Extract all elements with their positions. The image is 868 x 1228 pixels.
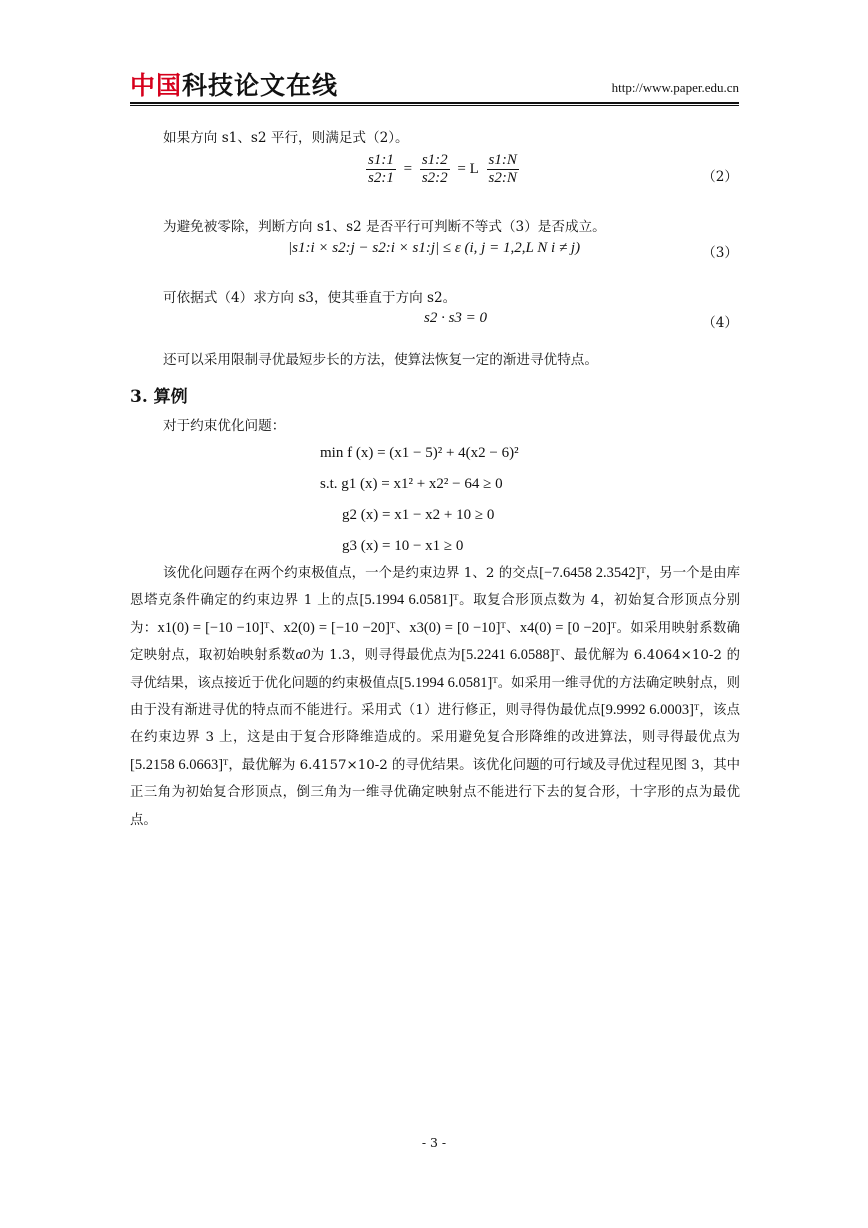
logo-red-text: 中国 (130, 71, 183, 100)
paragraph-step-limit: 还可以采用限制寻优最短步长的方法，使算法恢复一定的渐进寻优特点。 (163, 352, 598, 368)
vertex-1: x1(0) = [−10 −10]ᵀ (157, 619, 270, 636)
sep-1: 、 (269, 620, 284, 636)
optimization-problem (320, 438, 519, 562)
example-paragraph (130, 560, 740, 834)
equation-3-number: （3） (702, 245, 738, 261)
paragraph-perpendicular: 可依据式（4）求方向 s3，使其垂直于方向 s2。 (163, 290, 457, 306)
constraint-g1: s.t. g1 (x) = x1² + x2² − 64 ≥ 0 (320, 476, 503, 492)
improved-optimum: [5.2158 6.0663]ᵀ (130, 756, 229, 773)
eq2-den2: s2:2 (421, 170, 448, 186)
eq2-num1: s1:1 (368, 152, 394, 168)
equation-4: s2 · s3 = 0 (424, 310, 488, 326)
body-s4: 。如采用映射系数确定映射点，取初始映射系数 (130, 620, 741, 664)
eq2-num2: s1:2 (421, 152, 448, 168)
eq2-dots: L (469, 160, 479, 177)
body-s5: 为 1.3，则寻得最优点为 (310, 648, 462, 664)
constraint-g3: g3 (x) = 10 − x1 ≥ 0 (342, 538, 464, 554)
equation-2: $\frac{s1:1}{s2:1}$ = $\frac{s1:2}{s2:2}$ = L $\frac{s1:N}{s2:N}$ (368, 152, 517, 186)
body-s6: 、最优解为 6.4064×10-2 的寻优结果，该点接近于优化问题的约束极值点 (130, 648, 740, 691)
paragraph-problem-intro: 对于约束优化问题： (163, 418, 286, 434)
paragraph-divide: 为避免被零除，判断方向 s1、s2 是否平行可判断不等式（3）是否成立。 (163, 219, 606, 235)
site-logo (130, 72, 338, 100)
optimum-mapping: [5.2241 6.0588]ᵀ (461, 647, 560, 664)
section-heading (130, 382, 188, 407)
pseudo-optimum: [9.9992 6.0003]ᵀ (600, 702, 700, 719)
paragraph-parallel: 如果方向 s1、s2 平行，则满足式（2）。 (163, 130, 409, 146)
section-title: 算例 (153, 387, 188, 407)
equation-4-number: （4） (702, 315, 738, 331)
vertex-2: x2(0) = [−10 −20]ᵀ (283, 619, 396, 636)
header-rule (130, 102, 739, 104)
objective-function: min f (x) = (x1 − 5)² + 4(x2 − 6)² (320, 445, 519, 461)
alpha-symbol: α0 (295, 647, 311, 664)
header-rule-thin (130, 105, 739, 106)
constraint-g2: g2 (x) = x1 − x2 + 10 ≥ 0 (342, 507, 495, 523)
equation-3: |s1:i × s2:j − s2:i × s1:j| ≤ ε (i, j = 1,2,L N i ≠ j) (288, 240, 581, 256)
header-url[interactable]: http://www.paper.edu.cn (611, 80, 739, 95)
equation-2-number: （2） (702, 169, 738, 185)
body-s1: 该优化问题存在两个约束极值点，一个是约束边界 1、2 的交点 (163, 566, 540, 581)
section-number: 3. (130, 387, 148, 407)
point-intersection: [−7.6458 2.3542]ᵀ (539, 565, 646, 581)
eq2-den1: s2:1 (368, 170, 394, 186)
point-kkt: [5.1994 6.0581]ᵀ (359, 592, 459, 609)
logo-black-text: 科技论文在线 (182, 71, 339, 100)
body-s9: ，最优解为 6.4157×10-2 的寻优结果。该优化问题的可行域及寻优过程见图 3，其中正三角为初始复合形顶点，倒三角为一维寻优确定映射点不能进行下去的复合形，十字形的点为最优点。 (130, 757, 740, 828)
body-s8: ，该点在约束边界 3 上，这是由于复合形降维造成的。采用避免复合形降维的改进算法，则寻得最优点为 (130, 703, 740, 746)
page-number: - 3 - (421, 1135, 447, 1150)
body-s3: 。取复合形顶点数为 4，初始复合形顶点分别为： (130, 593, 740, 636)
body-s2: ，另一个是由库恩塔克条件确定的约束边界 1 上的点 (130, 566, 740, 609)
eq2-num3: s1:N (488, 152, 517, 168)
body-s7: 。如采用一维寻优的方法确定映射点，则由于没有渐进寻优的特点而不能进行。采用式（1）进行修正，则寻得伪最优点 (130, 675, 740, 719)
sep-2: 、 (395, 620, 410, 636)
point-constraint-extreme: [5.1994 6.0581]ᵀ (399, 674, 498, 691)
sep-3: 、 (505, 620, 520, 636)
vertex-4: x4(0) = [0 −20]ᵀ (519, 619, 617, 636)
eq2-den3: s2:N (488, 170, 517, 186)
vertex-3: x3(0) = [0 −10]ᵀ (409, 619, 506, 636)
